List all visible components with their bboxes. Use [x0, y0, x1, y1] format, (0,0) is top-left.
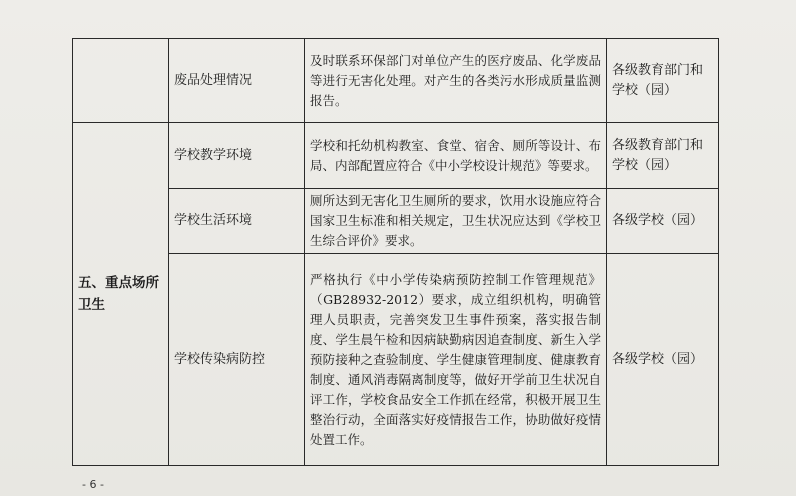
table-row — [73, 189, 719, 254]
item-cell: 学校生活环境 — [169, 189, 305, 254]
responsible-cell: 各级教育部门和学校（园） — [607, 123, 719, 189]
category-cell — [73, 39, 169, 123]
health-requirements-table — [72, 38, 719, 466]
responsible-cell: 各级学校（园） — [607, 254, 719, 466]
responsible-cell: 各级教育部门和学校（园） — [607, 39, 719, 123]
item-cell: 学校教学环境 — [169, 123, 305, 189]
requirement-cell: 及时联系环保部门对单位产生的医疗废品、化学废品等进行无害化处理。对产生的各类污水形成质量监测报告。 — [305, 39, 607, 123]
page-number: - 6 - — [82, 478, 104, 491]
requirement-cell: 厕所达到无害化卫生厕所的要求，饮用水设施应符合国家卫生标准和相关规定，卫生状况应达到《学校卫生综合评价》要求。 — [305, 189, 607, 254]
requirement-cell: 学校和托幼机构教室、食堂、宿舍、厕所等设计、布局、内部配置应符合《中小学校设计规范》等要求。 — [305, 123, 607, 189]
table-row — [73, 123, 719, 189]
requirement-cell: 严格执行《中小学传染病预防控制工作管理规范》（GB28932-2012）要求，成立组织机构，明确管理人员职责，完善突发卫生事件预案，落实报告制度、学生晨午检和因病缺勤病因追查制度、新生入学预防接种之查验制度、学生健康管理制度、健康教育制度、通风消毒隔离制度等，做好开学前卫生状况自评工作，学校食品安全工作抓在经常，积极开展卫生整治行动，全面落实好疫情报告工作，协助做好疫情处置工作。 — [305, 254, 607, 466]
responsible-cell: 各级学校（园） — [607, 189, 719, 254]
category-cell: 五、重点场所卫生 — [73, 123, 169, 466]
item-cell: 废品处理情况 — [169, 39, 305, 123]
table-row — [73, 39, 719, 123]
item-cell: 学校传染病防控 — [169, 254, 305, 466]
table-row — [73, 254, 719, 466]
